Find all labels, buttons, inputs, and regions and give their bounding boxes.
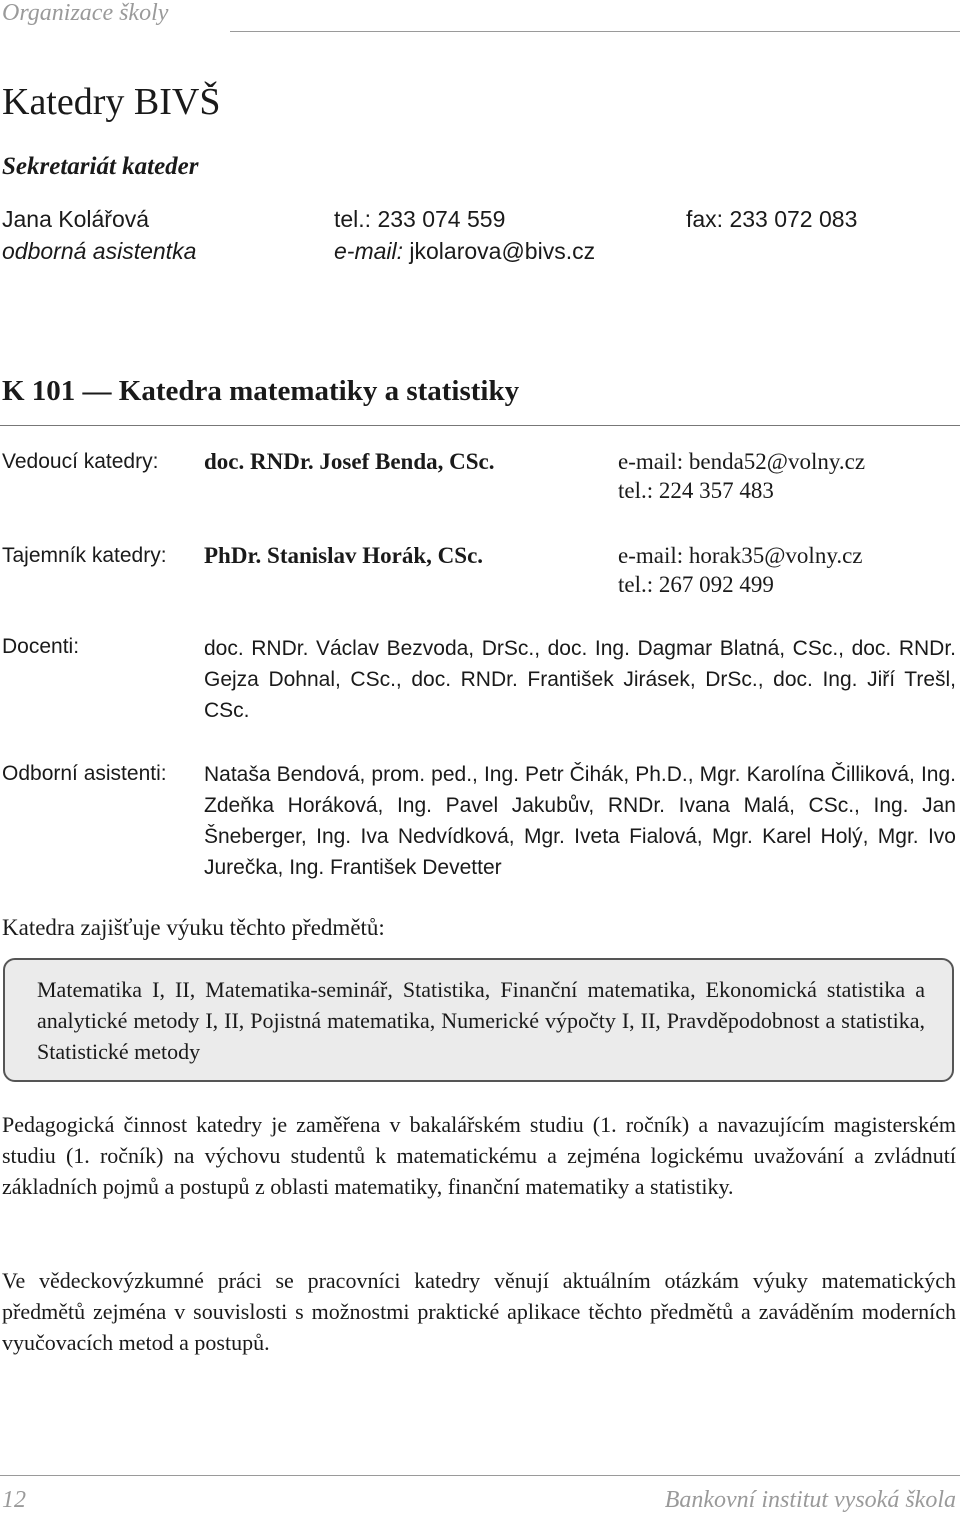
secretariat-email — [334, 238, 595, 265]
paragraph-research: Ve vědeckovýzkumné práci se pracovníci katedry věnují aktuálním otázkám výuky matematických předmětů zejména v souvislosti s možnostmi praktické aplikace těchto předmětů a zaváděním moderních vyučovacích metod a postupů. — [2, 1268, 956, 1355]
head-tel: tel.: 224 357 483 — [618, 478, 774, 503]
secretary-tel: tel.: 267 092 499 — [618, 572, 774, 597]
subjects-box — [3, 958, 954, 1082]
secretary-label: Tajemník katedry: — [2, 544, 167, 567]
secretariat-email-label: e-mail: — [334, 238, 404, 264]
department-heading: K 101 — Katedra matematiky a statistiky — [2, 375, 520, 407]
secretariat-email-link[interactable]: jkolarova@bivs.cz — [409, 238, 596, 264]
page-number: 12 — [2, 1487, 26, 1513]
running-header: Organizace školy — [2, 0, 169, 26]
docents-list: doc. RNDr. Václav Bezvoda, DrSc., doc. Ing. Dagmar Blatná, CSc., doc. RNDr. Gejza Dohnal, CSc., doc. RNDr. František Jirásek, DrSc., doc. Ing. Jiří Trešl, CSc. — [204, 637, 956, 722]
footer-publisher: Bankovní institut vysoká škola — [664, 1487, 956, 1513]
secretariat-name: Jana Kolářová — [2, 206, 150, 232]
head-name: doc. RNDr. Josef Benda, CSc. — [204, 449, 495, 474]
secretariat-tel: tel.: 233 074 559 — [334, 206, 506, 232]
secretary-name: PhDr. Stanislav Horák, CSc. — [204, 543, 484, 568]
page-title: Katedry BIVŠ — [2, 81, 221, 123]
assistants-list: Nataša Bendová, prom. ped., Ing. Petr Čihák, Ph.D., Mgr. Karolína Čilliková, Ing. Zdeňka Horáková, Ing. Pavel Jakubův, RNDr. Ivana Malá, CSc., Ing. Jan Šneberger, Ing. Iva Nedvídková, Mgr. Iveta Fialová, Mgr. Karel Holý, Mgr. Ivo Jurečka, Ing. František Devetter — [204, 763, 956, 879]
head-email[interactable]: e-mail: benda52@volny.cz — [618, 449, 866, 474]
subjects-list: Matematika I, II, Matematika-seminář, Statistika, Finanční matematika, Ekonomická statistika a analytické metody I, II, Pojistná matematika, Numerické výpočty I, II, Pravděpodobnost a statistika, Statistické metody — [37, 977, 925, 1064]
secretary-email[interactable]: e-mail: horak35@volny.cz — [618, 543, 863, 568]
paragraph-teaching: Pedagogická činnost katedry je zaměřena v bakalářském studiu (1. ročník) a navazujícím magisterském studiu (1. ročník) na výchovu studentů k matematickému a zejména logickému uvažování a zvládnutí základních pojmů a postupů z oblasti matematiky, finanční matematiky a statistiky. — [2, 1112, 956, 1199]
header-divider — [230, 31, 960, 32]
head-label: Vedoucí katedry: — [2, 450, 159, 473]
docents-label: Docenti: — [2, 635, 80, 658]
department-divider — [0, 425, 960, 426]
footer-divider — [0, 1475, 960, 1476]
secretariat-fax: fax: 233 072 083 — [686, 206, 858, 232]
secretariat-heading: Sekretariát kateder — [2, 153, 199, 180]
assistants-label: Odborní asistenti: — [2, 762, 167, 785]
secretariat-role: odborná asistentka — [2, 238, 197, 264]
subjects-intro: Katedra zajišťuje výuku těchto předmětů: — [2, 915, 385, 940]
